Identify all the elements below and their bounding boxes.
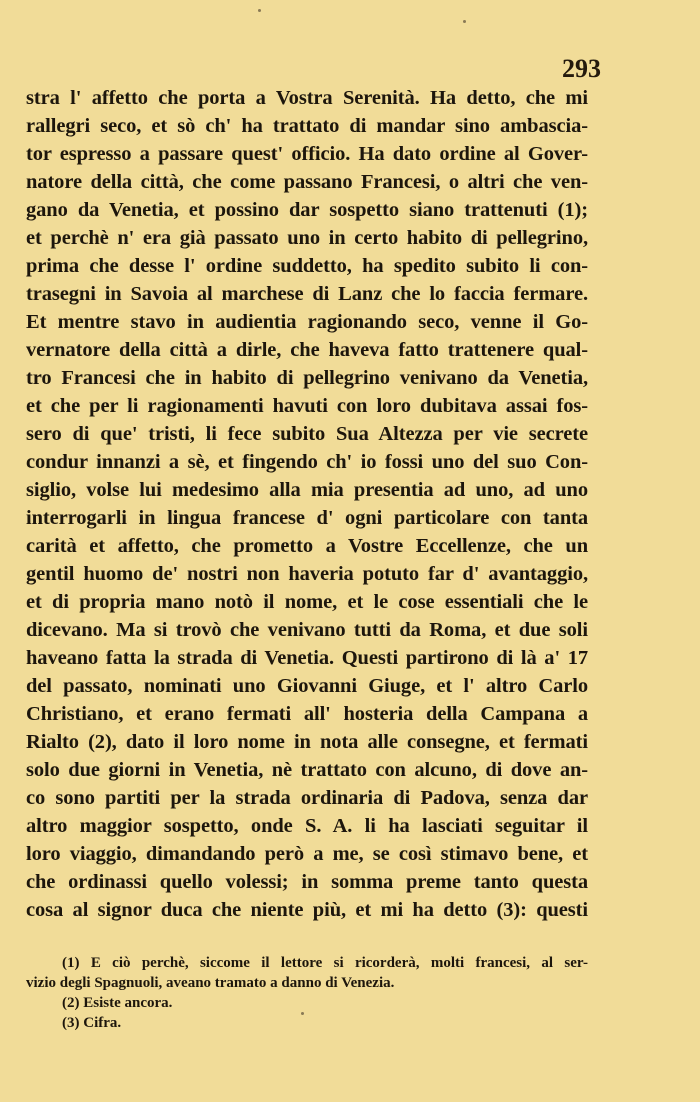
- text-line: interrogarli in lingua francese d' ogni particolare con tanta: [26, 507, 588, 529]
- text-line: et che per li ragionamenti havuti con loro dubitava assai fos-: [26, 395, 588, 417]
- text-line: gentil huomo de' nostri non haveria potuto far d' avantaggio,: [26, 563, 588, 585]
- text-line: stra l' affetto che porta a Vostra Serenità. Ha detto, che mi: [26, 87, 588, 109]
- text-line: et di propria mano notò il nome, et le cose essentiali che le: [26, 591, 588, 613]
- text-line: Rialto (2), dato il loro nome in nota alle consegne, et fermati: [26, 731, 588, 753]
- text-line: gano da Venetia, et possino dar sospetto siano trattenuti (1);: [26, 199, 588, 221]
- text-line: rallegri seco, et sò ch' ha trattato di mandar sino ambascia-: [26, 115, 588, 137]
- text-line: Et mentre stavo in audientia ragionando seco, venne il Go-: [26, 311, 588, 333]
- text-line: carità et affetto, che prometto a Vostre Eccellenze, che un: [26, 535, 588, 557]
- footnote-2: (2) Esiste ancora.: [62, 995, 173, 1011]
- footnote-3: (3) Cifra.: [62, 1015, 122, 1031]
- text-line: siglio, volse lui medesimo alla mia presentia ad uno, ad uno: [26, 479, 588, 501]
- text-line: sero di que' tristi, li fece subito Sua Altezza per vie secrete: [26, 423, 588, 445]
- page-number: 293: [562, 54, 601, 83]
- footnote-1: (1) E ciò perchè, siccome il lettore si ricorderà, molti francesi, al ser-: [62, 955, 588, 971]
- text-line: vernatore della città a dirle, che haveva fatto trattenere qual-: [26, 339, 588, 361]
- text-line: tro Francesi che in habito di pellegrino venivano da Venetia,: [26, 367, 588, 389]
- body-text: [26, 84, 588, 924]
- text-line: altro maggior sospetto, onde S. A. li ha lasciati seguitar il: [26, 815, 588, 837]
- text-line: co sono partiti per la strada ordinaria di Padova, senza dar: [26, 787, 588, 809]
- text-line: natore della città, che come passano Francesi, o altri che ven-: [26, 171, 588, 193]
- text-line: trasegni in Savoia al marchese di Lanz che lo faccia fermare.: [26, 283, 588, 305]
- text-line: condur innanzi a sè, et fingendo ch' io fossi uno del suo Con-: [26, 451, 588, 473]
- paper-speck: [463, 20, 466, 23]
- footnotes: [26, 953, 588, 1033]
- text-line: et perchè n' era già passato uno in certo habito di pellegrino,: [26, 227, 588, 249]
- text-line: solo due giorni in Venetia, nè trattato con alcuno, di dove an-: [26, 759, 588, 781]
- text-line: prima che desse l' ordine suddetto, ha spedito subito li con-: [26, 255, 588, 277]
- text-line: cosa al signor duca che niente più, et mi ha detto (3): questi: [26, 899, 588, 921]
- text-line: haveano fatta la strada di Venetia. Questi partirono di là a' 17: [26, 647, 588, 669]
- text-line: dicevano. Ma si trovò che venivano tutti da Roma, et due soli: [26, 619, 588, 641]
- text-line: loro viaggio, dimandando però a me, se così stimavo bene, et: [26, 843, 588, 865]
- text-line: Christiano, et erano fermati all' hosteria della Campana a: [26, 703, 588, 725]
- footnote-1-continued: vizio degli Spagnuoli, aveano tramato a danno di Venezia.: [26, 975, 395, 991]
- paper-speck: [258, 9, 261, 12]
- text-line: del passato, nominati uno Giovanni Giuge, et l' altro Carlo: [26, 675, 588, 697]
- text-line: che ordinassi quello volessi; in somma preme tanto questa: [26, 871, 588, 893]
- text-line: tor espresso a passare quest' officio. Ha dato ordine al Gover-: [26, 143, 588, 165]
